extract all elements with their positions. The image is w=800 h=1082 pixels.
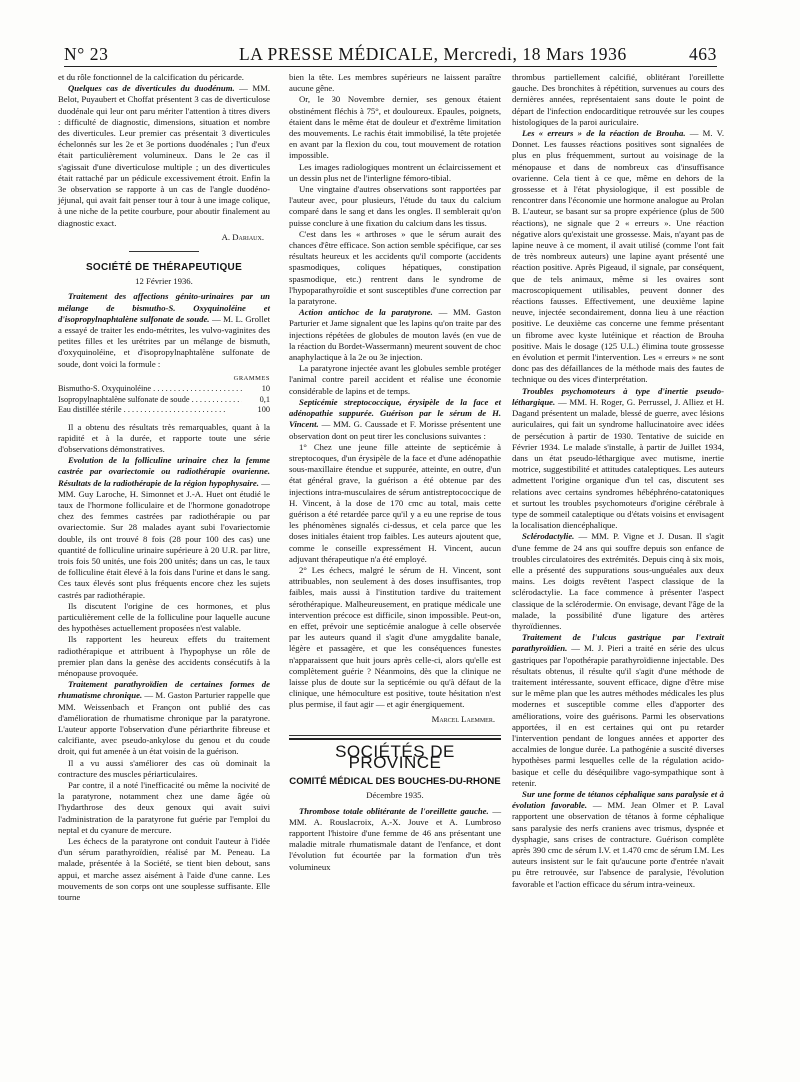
paragraph: thrombus partiellement calcifié, oblitérant l'oreillette gauche. Des bronchites à répétition, survenues au cours des dernières années, représentaient sans doute le point de départ de l'infection endocarditique retrouvée sur les coupes histologiques de la paroi auriculaire. bbox=[512, 72, 724, 127]
article-rhumatisme bbox=[58, 679, 270, 757]
article-title: Les « erreurs » de la réaction de Brouha. bbox=[522, 128, 686, 139]
article-title: Traitement des affections génito-urinaires par un mélange de bismutho-S. Oxyquinoléine et d'isopropylnaphtalène sulfonate de soude. bbox=[58, 291, 270, 324]
paragraph: La paratyrone injectée avant les globules semble protéger l'animal contre pareil accident et réalise une économie considérable de lapins et de temps. bbox=[289, 363, 501, 396]
section-date: 12 Février 1936. bbox=[135, 276, 193, 287]
article-body: — MM. Belot, Puyaubert et Choffat présentent 3 cas de diverticulose duodénale qui leur ont paru mériter l'attention à titres divers : difficulté de diagnostic, dimensions, situation et nombre des diverticules. Leur premier cas présentait 3 diverticules échelonnés sur les 2e et 3e portions duodénales ; l'un d'eux était particulièrement volumineux. Dans le 2e cas il s'agissait d'une diverticulose multiple ; un des diverticules était rattaché par un pédicule excessivement étroit. Enfin la 3e observation se rapporte à un cas de l'angle duodéno-jéjunal, qui avait fait penser tour à tour à une image colique, à une niche de la petite courbure, pour aboutir finalement au diagnostic exact. bbox=[58, 83, 270, 228]
formula-ingredient: Isopropylnaphtalène sulfonate de soude . . . bbox=[58, 395, 242, 405]
article-septicemie bbox=[289, 397, 501, 442]
journal-title: LA PRESSE MÉDICALE, Mercredi, 18 Mars 1936 bbox=[239, 44, 627, 64]
formula-ingredient: Eau distillée stérile . . . bbox=[58, 405, 242, 415]
paragraph: Il a vu aussi s'améliorer des cas où dominait la contracture des muscles périarticulaires. bbox=[58, 757, 270, 779]
formula-unit: GRAMMES bbox=[233, 374, 270, 382]
formula-quantity: 100 bbox=[257, 405, 270, 415]
article-title: Quelques cas de diverticules du duodénum. bbox=[68, 83, 235, 94]
formula-row bbox=[58, 405, 270, 415]
divider-thick bbox=[289, 738, 501, 740]
subsection-date: Décembre 1935. bbox=[366, 790, 424, 801]
paragraph: 1° Chez une jeune fille atteinte de septicémie à streptocoques, d'un érysipèle de la face et d'une adénopathie sous-maxillaire étendue et suppurée, atteinte, en outre, d'un état général grave, la guérison a été obtenue par des injections intra-musculaires de sérum antistreptococcique de H. Vincent, à la dose de 170 cmc au total, mais cette guérison a été retardée parce qu'il y a eu une reprise de tous les phénomènes signalés ci-dessus, et cela parce que les doses initiales étaient trop faibles. Les auteurs ajoutent que, comme le conseille expressément H. Vincent, aucun adjuvant thérapeutique n'a été employé. bbox=[289, 441, 501, 564]
article-title: Traitement parathyroïdien de certaines formes de rhumatisme chronique. bbox=[58, 679, 270, 701]
paragraph: Ils discutent l'origine de ces hormones, et plus particulièrement celle de la folliculine pour laquelle aucune des hypothèses actuellement proposées n'est valable. bbox=[58, 600, 270, 634]
issue-number: N° 23 bbox=[64, 44, 109, 64]
article-body: — MM. Jean Olmer et P. Laval rapportent une observation de tétanos à forme céphalique sans paralysie des nerfs craniens avec trismus, dyspnée et dysphagie, sans crises de contracture. Guérison complète après 390 cmc de sérum I.V. et 1.470 cmc de sérum I.M. Les auteurs insistent sur le fait qu'aucune porte d'entrée n'avait pu être retrouvée, sur l'absence de paralysie, l'évolution favorable et l'action efficace du sérum intra-veineux. bbox=[512, 800, 724, 889]
page-header bbox=[64, 40, 717, 68]
article-title: Traitement de l'ulcus gastrique par l'extrait parathyroïdien. bbox=[512, 632, 724, 654]
divider bbox=[129, 251, 199, 252]
paragraph: C'est dans les « arthroses » que le sérum aurait des chances d'être efficace. Son action semble spécifique, car ses résultats heureux et les accidents qu'il comporte (accidents spasmodiques, coliques hépatiques, constipation spasmodique, etc.) rentrent dans le syndrome de l'hypoparathyroïdie et sont susceptibles d'une correction par la paratyrone. bbox=[289, 228, 501, 307]
paragraph: Or, le 30 Novembre dernier, ses genoux étaient obstinément fléchis à 75°, et douloureux. Epaules, poignets, étaient dans le même état de douleur et d'extrême limitation des mouvements. Le rachis était immobilisé, la tête projetée en avant par la flexion du cou, tout mouvement de rotation impossible. bbox=[289, 94, 501, 161]
article-tetanos bbox=[512, 789, 724, 890]
article-folliculine bbox=[58, 455, 270, 601]
formula-table bbox=[58, 374, 270, 416]
article-body: — M. L. Grollet a essayé de traiter les endo-métrites, les vulvo-vaginites des petites filles et les urétrites par un mélange de bismuth, d'oxyquinoléine, et d'isopropylnaphtalène sulfonate de soude, dont voici la formule : bbox=[58, 313, 271, 369]
formula-quantity: 10 bbox=[261, 384, 270, 394]
paragraph: Par contre, il a noté l'inefficacité ou même la nocivité de la paratyrone, notamment chez une dame âgée où l'hydarthrose des deux genoux qui avait suivi l'administration de la paratyrone fut guérie par l'emploi du neptal et du cyanure de mercure. bbox=[58, 780, 270, 835]
paragraph: Il a obtenu des résultats très remarquables, quant à la rapidité et à la durée, et rapporte toute une série d'observations démonstratives. bbox=[58, 421, 270, 454]
article-body: — M. Gaston Parturier rappelle que MM. Weissenbach et Françon ont publié des cas d'amélioration de rhumatisme chronique par la paratyrone. L'auteur apporte l'observation d'une périarthrite fibreuse et calcifiante, avec pseudo-ankylose du genou et du coude droit, qui fut amenée à un état voisin de la guérison. bbox=[58, 690, 271, 757]
subsection-heading: COMITÉ MÉDICAL DES BOUCHES-DU-RHONE bbox=[289, 776, 501, 788]
article-antichoc bbox=[289, 307, 501, 363]
article-duodenum bbox=[58, 83, 270, 229]
article-psychomoteurs bbox=[512, 386, 724, 532]
article-genito-urinaires bbox=[58, 291, 270, 369]
article-body: — MM. G. Caussade et F. Morisse présentent une observation dont on peut tirer les conclusions suivantes : bbox=[289, 419, 501, 441]
article-ulcus bbox=[512, 632, 724, 789]
formula-row bbox=[58, 395, 270, 405]
paragraph: Ils rapportent les heureux effets du traitement radiothérapique et attribuent à l'hypophyse un rôle de premier plan dans la genèse des accidents consécutifs à la ménopause provoquée. bbox=[58, 634, 270, 678]
divider bbox=[289, 735, 501, 736]
article-title: Troubles psychomoteurs à type d'inertie pseudo-léthargique. bbox=[512, 385, 724, 407]
header-rule bbox=[64, 66, 717, 67]
formula-ingredient: Bismutho-S. Oxyquinoléine . . . bbox=[58, 384, 242, 394]
column-2 bbox=[289, 72, 501, 873]
article-body: — MM. P. Vigne et J. Dusan. Il s'agit d'une femme de 24 ans qui souffre depuis son enfance de troubles circulatoires des extrémités. Depuis cinq à six mois, elle a présenté des suppurations sous-unguéales aux deux mains. Les doigts revêtent l'aspect classique de la sclérodactylie. La face commence à présenter l'aspect classique de la sclérodermie. On envisage, devant l'âge de la malade, la possibilité d'une ligature des artères thyroïdiennes. bbox=[512, 531, 724, 631]
article-title: Evolution de la folliculine urinaire chez la femme castrée par ovariectomie ou radiothérapie ovarienne. Résultats de la radiothérapie de la région hypophysaire. bbox=[58, 455, 270, 488]
formula-row bbox=[58, 384, 270, 394]
article-title: Septicémie streptococcique, érysipèle de la face et adénopathie suppurée. Guérison par le sérum de H. Vincent. bbox=[289, 396, 501, 430]
article-body: — MM. Gaston Parturier et Jame signalent que les lapins qu'on traite par des injections répétées de globules de mouton lavés (en vue de la réaction du Bordet-Wassermann) meurent souvent de choc anaphylactique à la 2e ou 3e injection. bbox=[289, 307, 502, 363]
article-body: — MM. Guy Laroche, H. Simonnet et J.-A. Huet ont étudié le taux de l'hormone folliculaire et de l'hormone gonadotrope chez des femmes castrées par radiothérapie ou par ovariectomie. Sur 28 malades ayant subi l'ovariectomie double, ils ont trouvé 8 fois (28 pour 100 des cas) une quantité de folliculine urinaire supérieure à 20 U.R. par litre, trois fois 50 unités, une fois 200 unités; dans un cas, le taux de folliculine était élevé à la fois dans l'urine et dans le sang. Ces taux élevés sont plus fréquents encore chez les sujets castrés par radiothérapie. bbox=[58, 477, 270, 600]
page-number: 463 bbox=[688, 44, 717, 64]
article-title: Thrombose totale oblitérante de l'oreillette gauche. bbox=[299, 805, 489, 816]
article-title: Action antichoc de la paratyrone. bbox=[299, 307, 433, 318]
paragraph: Une vingtaine d'autres observations sont rapportées par l'auteur avec, pour plusieurs, l'étude du taux du calcium comparé dans le sang et dans les ongles. Il semblerait qu'on puisse conclure à une fixation du calcium dans les tissus. bbox=[289, 184, 501, 228]
paragraph: Les échecs de la paratyrone ont conduit l'auteur à l'idée d'un sérum parathyroïdien, réalisé par M. Peneau. La malade, présentée à la Société, se tient bien debout, sans appui, et marche assez aisément à l'aide d'une canne. Les mouvements de son corps ont une souplesse suffisante. Elle tourne bbox=[58, 836, 270, 903]
signature: A. Dariaux. bbox=[221, 231, 264, 242]
article-body: — M. J. Pieri a traité en série des ulcus gastriques par l'opothérapie parathyroïdienne injectable. Des résultats obtenus, il résulte qu'il s'agit d'une méthode de traitement intéressante, souvent efficace, digne d'être mise sur le même plan que les autres méthodes médicales les plus modernes et susceptible comme elles d'apporter des améliorations, voire des guérisons. Parmi les observations apportées, il en est certaines qui ont pu retarder l'intervention pendant de longues années et apporter des accalmies de longue durée. La pathogénie a suscité diverses hypothèses parmi lesquelles celle de la régulation acido-basique et celle du déséquilibre vago-sympathique sont à retenir. bbox=[512, 643, 724, 788]
signature: Marcel Laemmer. bbox=[431, 713, 495, 724]
article-brouha bbox=[512, 128, 724, 386]
column-1 bbox=[58, 72, 270, 903]
article-sclerodactylie bbox=[512, 531, 724, 632]
section-heading-large: SOCIÉTÉS DE PROVINCE bbox=[335, 741, 455, 772]
article-body: — M. V. Donnet. Les fausses réactions positives sont signalées de plus en plus fréquemment, surtout au voisinage de la ménopause et dans de nombreux cas d'insuffisance ovarienne. Cela tient à ce que, même en dehors de la grossesse et à l'état physiologique, il est possible de rencontrer dans l'économie une hormone analogue au Prolan B. L'auteur, se basant sur sa propre expérience (plus de 500 réactions), ne signale que 2 « erreurs ». Une réaction négative alors qu'existait une grossesse. Mais, n'ayant pas de lapine neuve à ce moment, il avait utilisé (comme l'ont fait de très nombreux auteurs) une lapine ayant présenté une réaction positive. Après Pigeaud, il signale, par conséquent, que de tels animaux, même si les ovaires sont macroscopiquement utilisables, peuvent donner des réactions fausses. Effectivement, une deuxième lapine neuve, injectée secondairement, donna lieu à une réaction positive. Le deuxième cas concerne une femme présentant un fibrome avec kyste lutéinique et réaction de Brouha positive. Mais le dosage (125 U.L.) élimina toute grossesse en évolution et permit l'intervention. Les « erreurs » ne sont donc pas des défaillances de la méthode mais des fautes de technique ou des vices d'interprétation. bbox=[512, 128, 724, 385]
paragraph: 2° Les échecs, malgré le sérum de H. Vincent, sont attribuables, non seulement à des doses insuffisantes, trop faibles, mais aussi à l'institution tardive du traitement sérothérapique. Malheureusement, en pratique médicale une intervention précoce est difficile, sinon impossible. Peut-on, en effet, prévoir une septicémie analogue à celle observée par les auteurs quand il s'agit d'une amygdalite banale, légère et passagère, et que les conséquences funestes n'apparaissent que huit jours après celle-ci, alors qu'elle est complètement guérie ? Néanmoins, dès que la clinique ne laisse plus de doute sur la septicémie ou qu'à défaut de la clinique, une hémoculture est positive, toute hésitation n'est plus permise, il faut agir — et agir énergiquement. bbox=[289, 564, 501, 710]
column-3 bbox=[512, 72, 724, 890]
paragraph: bien la tête. Les membres supérieurs ne laissent paraître aucune gêne. bbox=[289, 72, 501, 94]
section-heading: SOCIÉTÉ DE THÉRAPEUTIQUE bbox=[85, 262, 243, 274]
paragraph: et du rôle fonctionnel de la calcification du péricarde. bbox=[58, 72, 244, 82]
article-title: Sclérodactylie. bbox=[522, 531, 575, 542]
article-body: — MM. A. Rouslacroix, A.-X. Jouve et A. Lumbroso rapportent l'histoire d'une femme de 46 ans présentant une maladie mitrale rhumatismale datant de l'enfance, et dont l'évolution fut écourtée par la formation d'un très volumineux bbox=[289, 805, 501, 872]
article-title: Sur une forme de tétanos céphalique sans paralysie et à évolution favorable. bbox=[512, 789, 724, 811]
article-thrombose bbox=[289, 806, 501, 873]
formula-quantity: 0,1 bbox=[259, 394, 270, 404]
paragraph: Les images radiologiques montrent un éclaircissement et un dessin plus net de l'interligne fémoro-tibial. bbox=[289, 161, 501, 183]
article-body: — MM. H. Roger, G. Perrussel, J. Alliez et H. Dagand présentent un malade, blessé de guerre, avec lésions auriculaires, qui fait un syndrome hallucinatoire avec idées de persécution à partir de 1930. Tentative de suicide en Février 1934. Le malade s'installe, à partir de Juillet 1934, dans un état pseudo-léthargique avec mutisme, inertie motrice, suggestibilité et attitudes cataleptiques. Les auteurs admettent l'origine organique d'un tel cas, discutent ses relations avec certains syndromes hébéphréno-catatoniques et surtout les troubles psychomoteurs d'origine cérébrale à type de sommeil cataleptique ou d'états voisins et envisagent la localisation diencéphalique. bbox=[512, 396, 724, 531]
